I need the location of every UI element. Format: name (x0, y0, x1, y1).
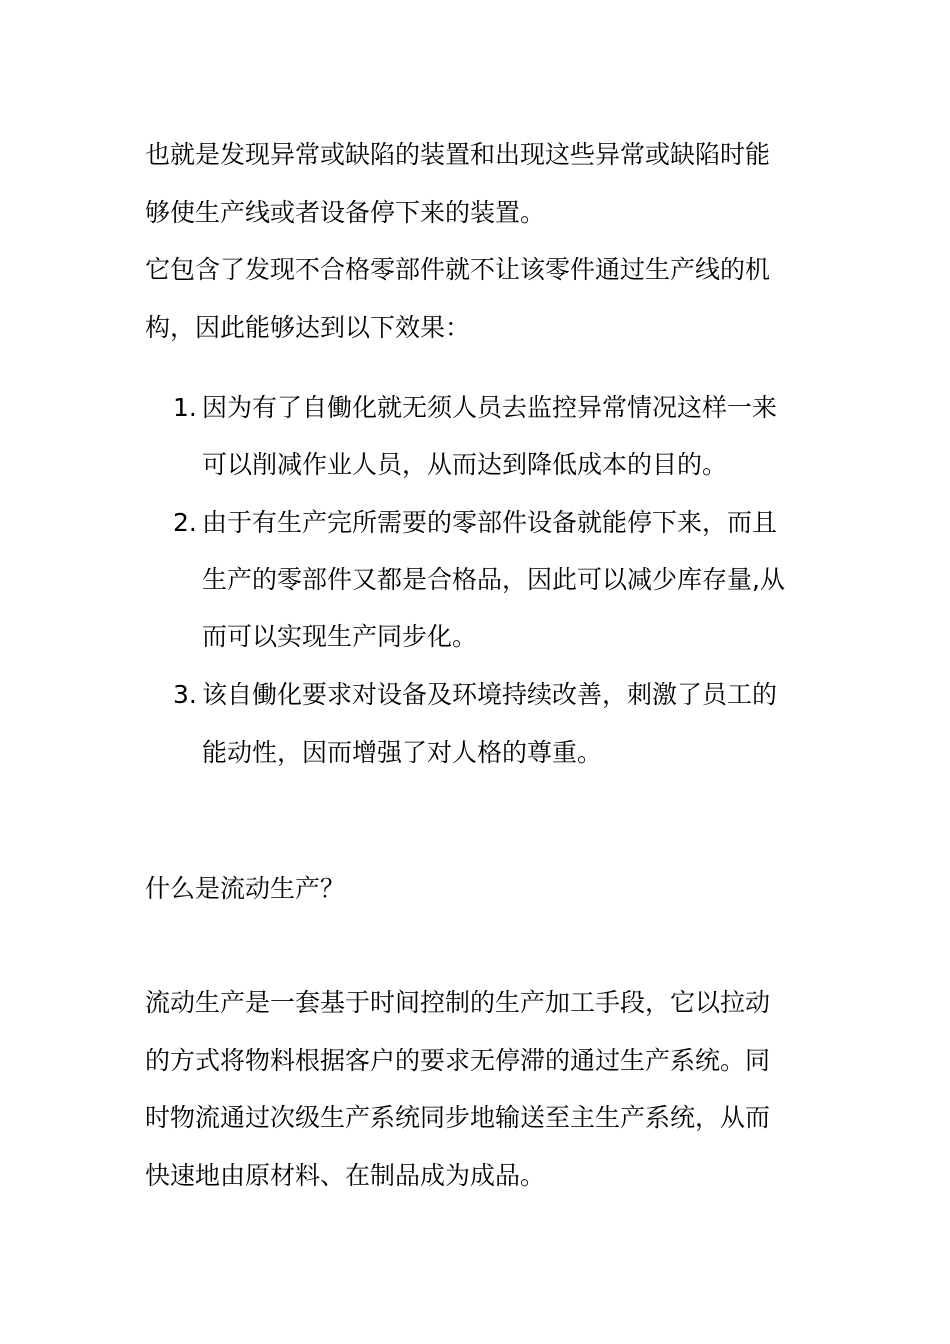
list-item-3-line-2: 能动性，因而增强了对人格的尊重。 (202, 738, 603, 767)
intro-line-1: 也就是发现异常或缺陷的装置和出现这些异常或缺陷时能 (145, 140, 771, 169)
section-line-2: 的方式将物料根据客户的要求无停滞的通过生产系统。同 (145, 1046, 771, 1075)
list-item-1-line-2: 可以削减作业人员，从而达到降低成本的目的。 (202, 450, 728, 479)
list-item-1-line-1: 因为有了自働化就无须人员去监控异常情况这样一来 (202, 393, 778, 422)
list-number-1: 1. (173, 393, 197, 422)
section-line-3: 时物流通过次级生产系统同步地输送至主生产系统，从而 (145, 1103, 771, 1132)
list-item-2-line-3: 而可以实现生产同步化。 (202, 622, 478, 651)
mechanism-line-1: 它包含了发现不合格零部件就不让该零件通过生产线的机 (145, 255, 771, 284)
list-item-3-line-1: 该自働化要求对设备及环境持续改善，刺激了员工的 (202, 680, 778, 709)
list-number-2: 2. (173, 508, 197, 537)
section-heading: 什么是流动生产？ (145, 874, 346, 903)
list-item-2-line-1: 由于有生产完所需要的零部件设备就能停下来，而且 (202, 508, 778, 537)
list-number-3: 3. (173, 680, 197, 709)
mechanism-line-2: 构，因此能够达到以下效果： (145, 313, 471, 342)
section-line-4: 快速地由原材料、在制品成为成品。 (145, 1161, 546, 1190)
section-line-1: 流动生产是一套基于时间控制的生产加工手段，它以拉动 (145, 988, 771, 1017)
intro-line-2: 够使生产线或者设备停下来的装置。 (145, 198, 546, 227)
list-item-2-line-2: 生产的零部件又都是合格品，因此可以减少库存量,从 (202, 565, 785, 594)
